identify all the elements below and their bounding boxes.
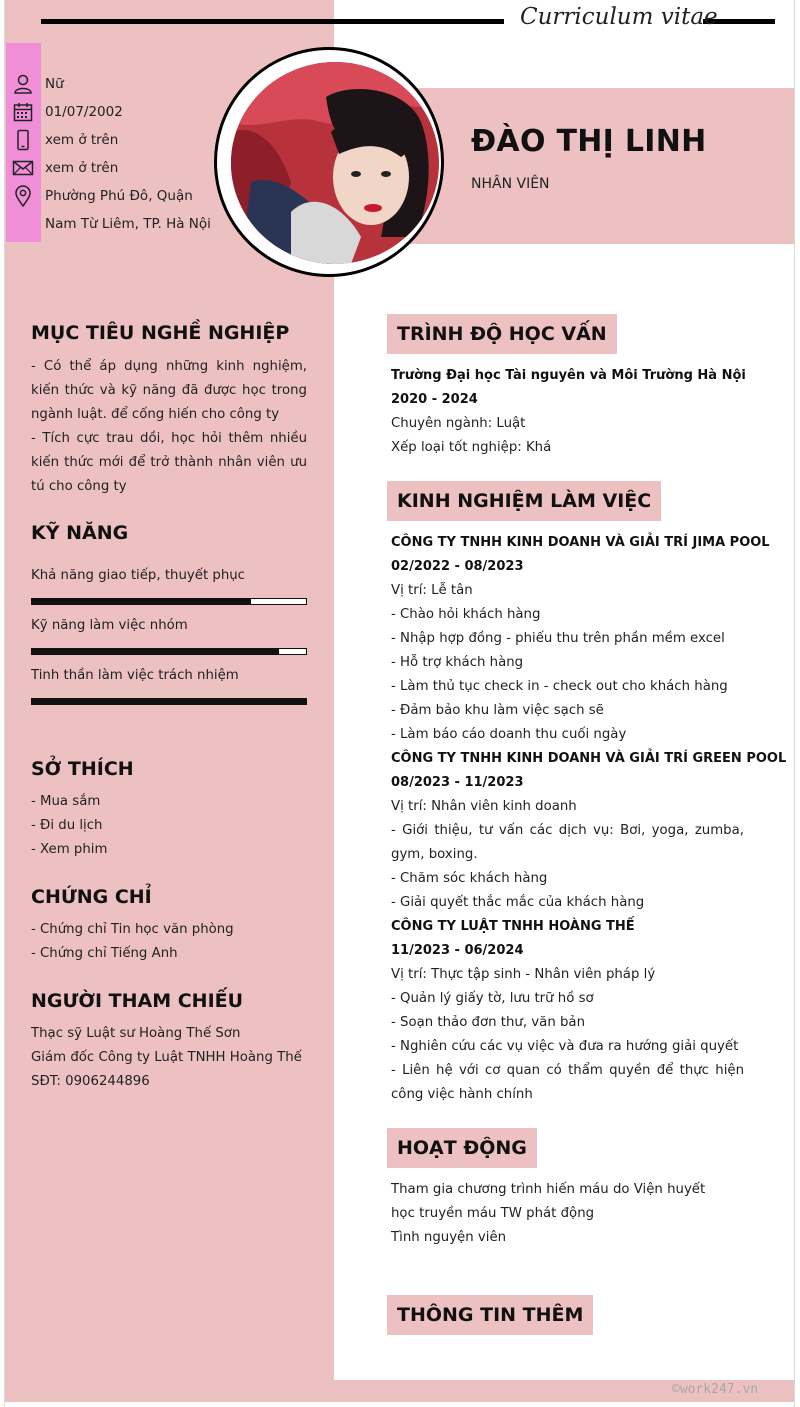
reference-line: SĐT: 0906244896 [31,1074,150,1089]
job-task: - Đảm bảo khu làm việc sạch sẽ [391,703,604,718]
cv-title: Curriculum vitae [520,4,718,30]
reference-line: Giám đốc Công ty Luật TNHH Hoàng Thế [31,1050,302,1065]
skill-label: Tinh thần làm việc trách nhiệm [31,668,239,683]
job-task: - Liên hệ với cơ quan có thẩm quyền để thực hiện công việc hành chính [391,1063,744,1102]
job-position: Vị trí: Lễ tân [391,583,473,598]
hobbies-heading: SỞ THÍCH [31,758,134,780]
objective-heading: MỤC TIÊU NGHỀ NGHIỆP [31,322,290,344]
activities-heading: HOẠT ĐỘNG [387,1128,537,1168]
references-heading: NGƯỜI THAM CHIẾU [31,990,244,1012]
job-task: - Chào hỏi khách hàng [391,607,541,622]
job-period: 02/2022 - 08/2023 [391,559,524,574]
certificate-item: - Chứng chỉ Tiếng Anh [31,946,178,961]
extra-info-heading: THÔNG TIN THÊM [387,1295,593,1335]
job-task: - Làm báo cáo doanh thu cuối ngày [391,727,627,742]
gender-value: Nữ [45,76,64,92]
skill-bar [31,648,307,655]
skill-bar-fill [32,649,279,654]
job-company: CÔNG TY TNHH KINH DOANH VÀ GIẢI TRÍ JIMA POOL [391,535,770,550]
address-line-1: Phường Phú Đô, Quận [45,188,193,204]
email-value: xem ở trên [45,160,119,176]
hobby-item: - Xem phim [31,842,108,857]
skill-label: Kỹ năng làm việc nhóm [31,618,188,633]
job-period: 08/2023 - 11/2023 [391,775,524,790]
education-school: Trường Đại học Tài nguyên và Môi Trường Hà Nội [391,368,746,383]
job-task: - Nghiên cứu các vụ việc và đưa ra hướng giải quyết [391,1039,739,1054]
location-icon [12,185,34,207]
skills-heading: KỸ NĂNG [31,522,129,544]
job-task: - Giải quyết thắc mắc của khách hàng [391,895,645,910]
skill-bar [31,698,307,705]
address-line-2: Nam Từ Liêm, TP. Hà Nội [45,216,211,232]
job-position: Vị trí: Nhân viên kinh doanh [391,799,577,814]
certificate-item: - Chứng chỉ Tin học văn phòng [31,922,234,937]
header-rule-left [41,19,504,24]
job-company: CÔNG TY LUẬT TNHH HOÀNG THẾ [391,919,635,934]
calendar-icon [12,101,34,123]
job-task: - Soạn thảo đơn thư, văn bản [391,1015,585,1030]
phone-icon [12,129,34,151]
skill-bar [31,598,307,605]
skill-bar-fill [32,599,251,604]
job-task: - Làm thủ tục check in - check out cho khách hàng [391,679,728,694]
education-major: Chuyên ngành: Luật [391,416,526,431]
dob-value: 01/07/2002 [45,104,123,120]
job-position: Vị trí: Thực tập sinh - Nhân viên pháp lý [391,967,656,982]
page-border-right [794,0,795,1407]
watermark: ©work247.vn [672,1382,759,1397]
candidate-name: ĐÀO THỊ LINH [471,124,707,159]
skill-bar-fill [32,699,306,704]
objective-text: - Có thể áp dụng những kinh nghiệm, kiến thức và kỹ năng đã được học trong ngành luật. để cống hiến cho công ty - Tích cực trau dồi, học hỏi thêm nhiều kiến thức mới để trở thành nhân viên ưu tú cho công ty [31,359,307,494]
job-task: - Quản lý giấy tờ, lưu trữ hồ sơ [391,991,594,1006]
job-task: - Chăm sóc khách hàng [391,871,548,886]
job-task: - Hỗ trợ khách hàng [391,655,524,670]
job-task: - Giới thiệu, tư vấn các dịch vụ: Bơi, yoga, zumba, gym, boxing. [391,823,744,862]
job-task: - Nhập hợp đồng - phiếu thu trên phần mềm excel [391,631,725,646]
activities-text: Tham gia chương trình hiến máu do Viện huyết học truyền máu TW phát động [391,1182,706,1221]
education-heading: TRÌNH ĐỘ HỌC VẤN [387,314,617,354]
page-border-left [4,0,5,1407]
user-icon [12,73,34,95]
skill-label: Khả năng giao tiếp, thuyết phục [31,568,245,583]
candidate-role: NHÂN VIÊN [471,176,550,192]
job-period: 11/2023 - 06/2024 [391,943,524,958]
experience-heading: KINH NGHIỆM LÀM VIỆC [387,481,661,521]
avatar [231,62,439,264]
certificates-heading: CHỨNG CHỈ [31,886,152,908]
job-company: CÔNG TY TNHH KINH DOANH VÀ GIẢI TRÍ GREEN POOL [391,751,787,766]
education-grade: Xếp loại tốt nghiệp: Khá [391,440,552,455]
mail-icon [12,157,34,179]
phone-value: xem ở trên [45,132,119,148]
hobby-item: - Đi du lịch [31,818,103,833]
education-period: 2020 - 2024 [391,392,478,407]
activities-line: Tình nguyện viên [391,1230,507,1245]
reference-line: Thạc sỹ Luật sư Hoàng Thế Sơn [31,1026,241,1041]
hobby-item: - Mua sắm [31,794,101,809]
